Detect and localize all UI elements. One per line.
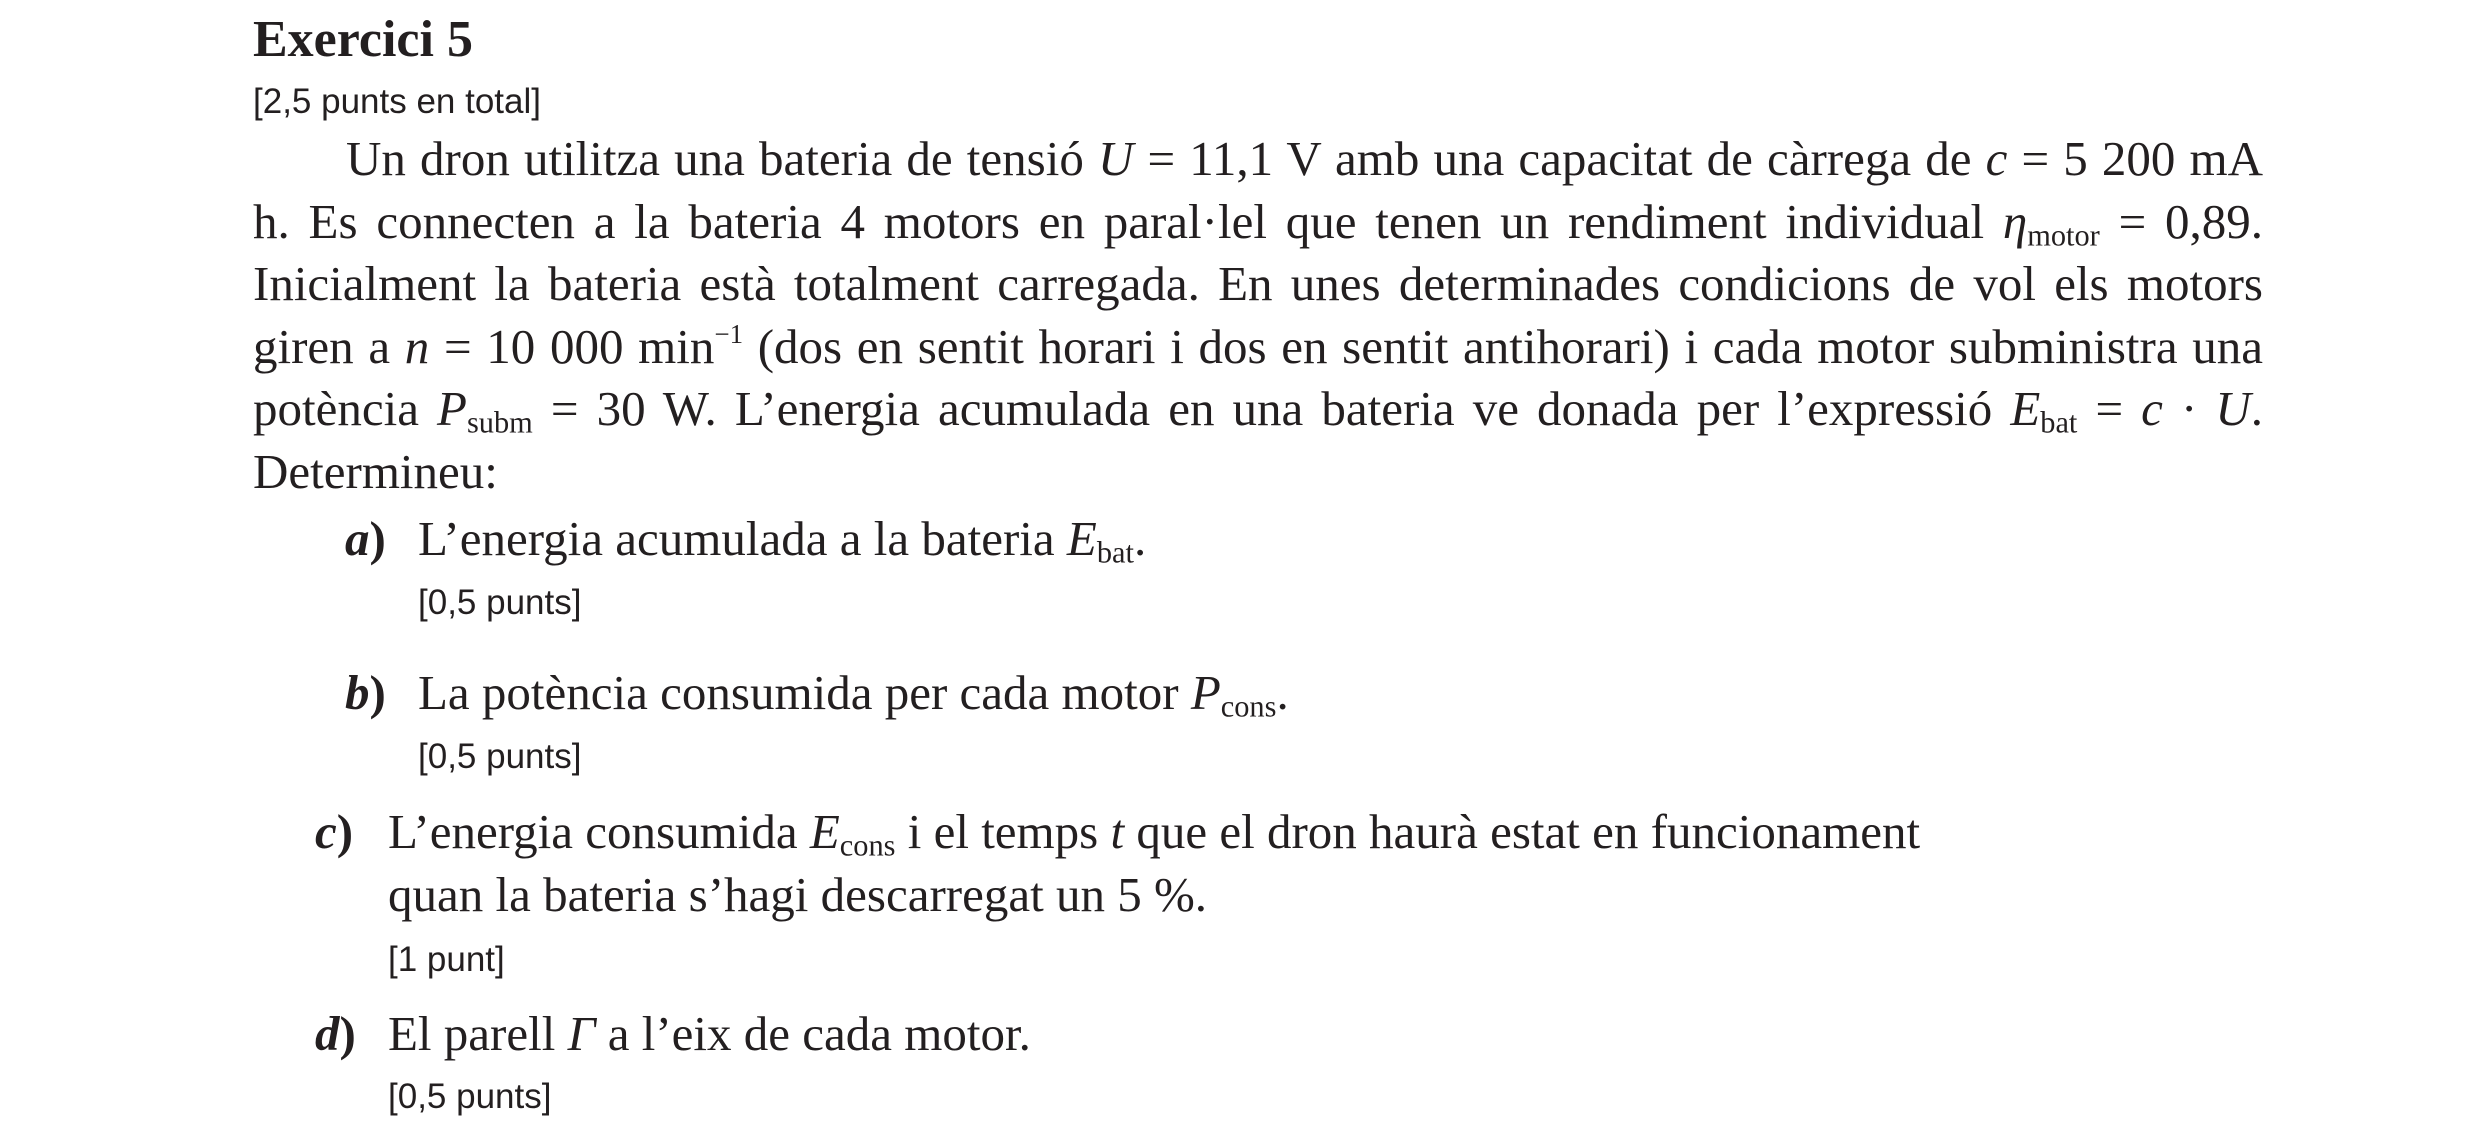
question-a-text: L’energia acumulada a la bateria $E_{bat}$. [418, 511, 1147, 570]
question-a-points: [0,5 punts] [418, 583, 582, 622]
question-a-label: a) [345, 511, 386, 566]
total-points: [2,5 punts en total] [253, 82, 541, 121]
question-d-points: [0,5 punts] [388, 1077, 552, 1116]
exercise-statement: Un dron utilitza una bateria de tensió U = 11,1 V amb una capacitat de càrrega de c = 5 200 mA h. Es connecten a la bateria 4 motors en paral·lel que tenen un rendiment individual $\eta_{motor} = 0,89$. Inicialment la bateria està totalment carregada. En unes determinades condicions de vol els motors giren a n = 10 000 $\min^{-1} (dos$ en sentit horari i dos en sentit antihorari) i cada motor subministra una potència $P_{subm} = 30$ W. L’energia acumulada en una bateria ve donada per l’expressió $E_{bat} = c \cdot U$. Determineu: [253, 131, 2264, 499]
question-c-points: [1 punt] [388, 940, 505, 979]
exercise-title: Exercici 5 [253, 11, 473, 68]
question-b-text: La potència consumida per cada motor $P_{cons}$. [418, 665, 1289, 724]
question-c-label: c) [315, 804, 354, 859]
question-b-label: b) [345, 665, 386, 720]
question-d-label: d) [315, 1006, 356, 1061]
question-d-text: El parell Γ a l’eix de cada motor. [388, 1006, 1031, 1061]
question-c-text: L’energia consumida $E_{cons}$ i el temps t que el dron haurà estat en funcionament quan la bateria s’hagi descarregat un 5 %. [388, 804, 1921, 922]
question-b-points: [0,5 punts] [418, 737, 582, 776]
